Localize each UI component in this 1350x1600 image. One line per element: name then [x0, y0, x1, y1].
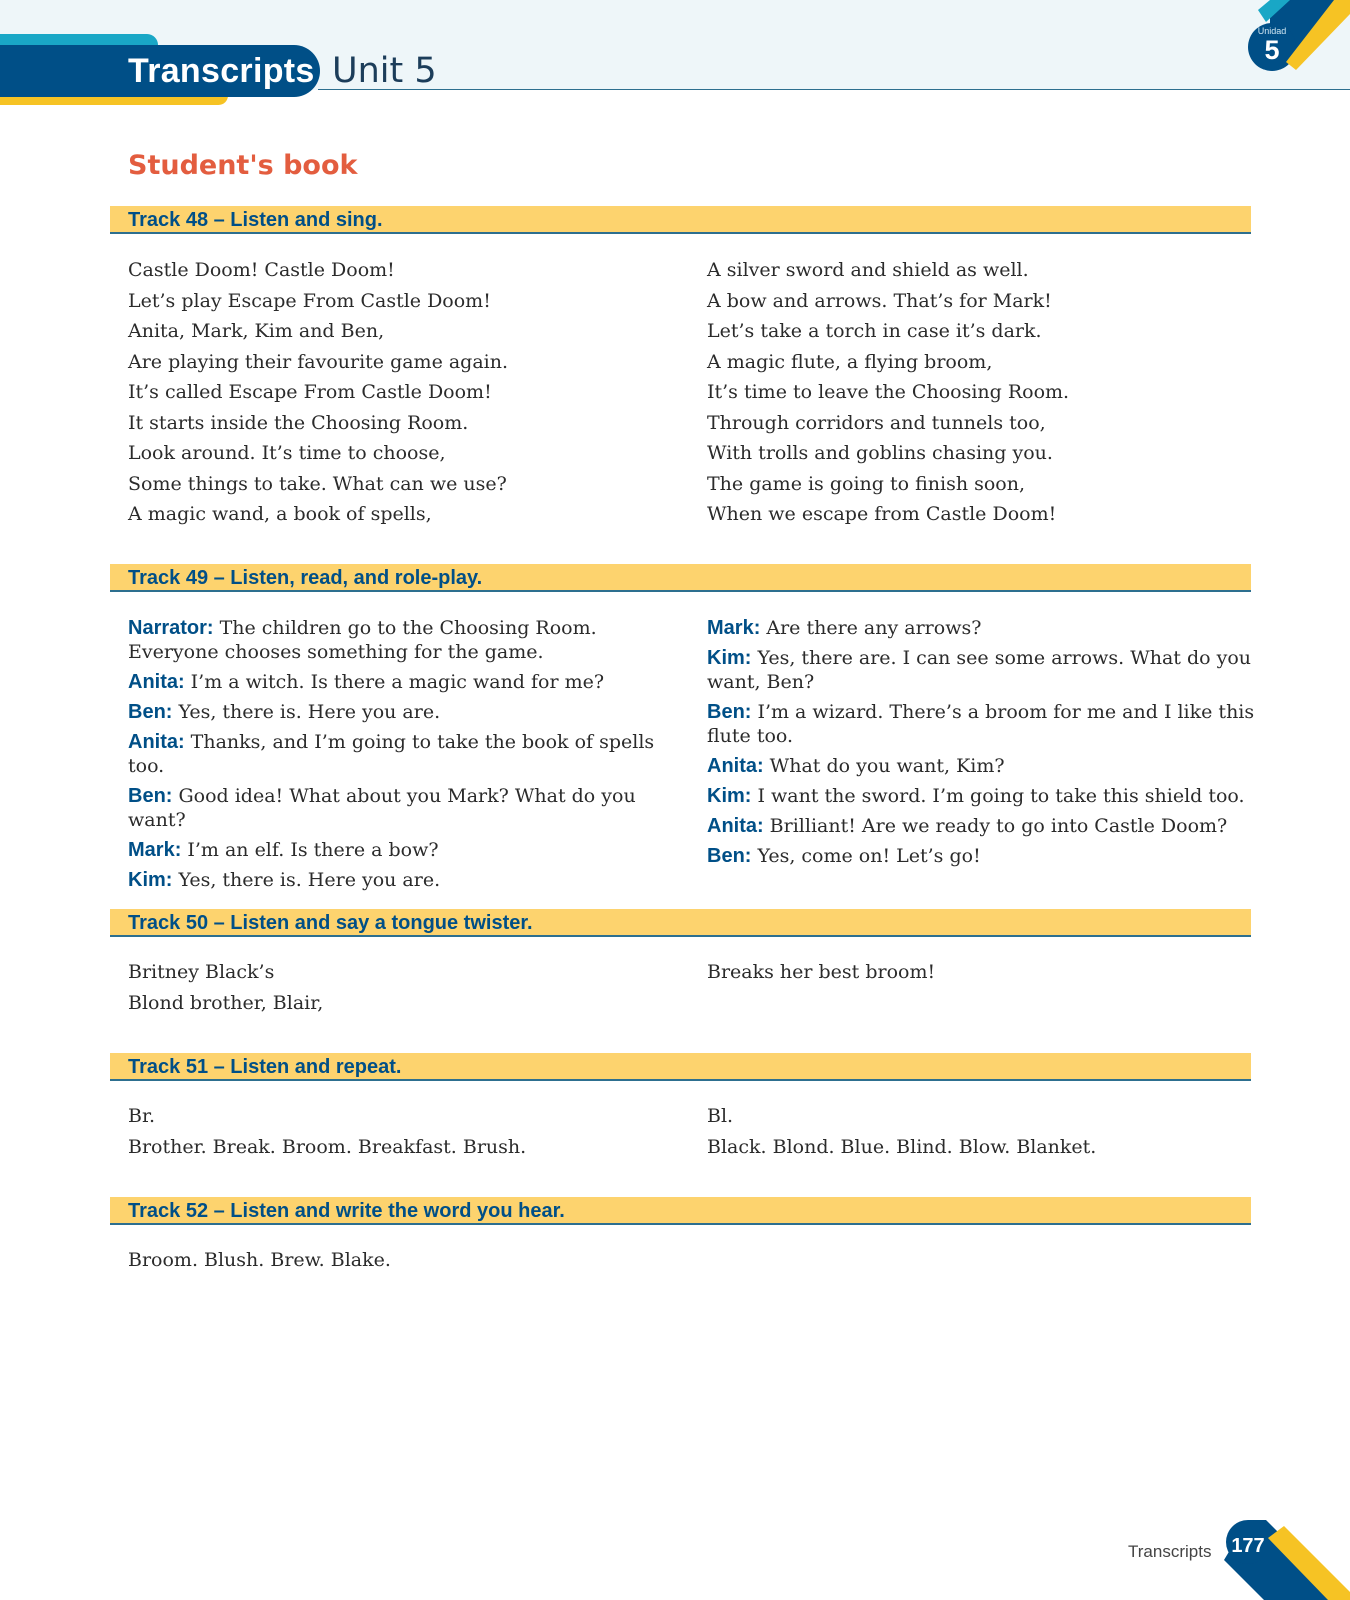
song-line: When we escape from Castle Doom!: [707, 503, 1057, 525]
page-number: 177: [1231, 1535, 1265, 1557]
track-52-left-column: [128, 1245, 688, 1276]
track-50-left-column: [128, 957, 688, 1018]
song-line: A magic wand, a book of spells,: [128, 503, 432, 525]
dialogue-text: I’m a witch. Is there a magic wand for me?: [190, 671, 605, 693]
track-51-right-column: [707, 1101, 1267, 1162]
speaker-name: Narrator:: [128, 617, 214, 639]
track-title: Track 51 – Listen and repeat.: [128, 1056, 402, 1078]
speaker-name: Kim:: [707, 647, 752, 669]
track-48-left-column: [128, 255, 688, 530]
speaker-name: Ben:: [707, 845, 752, 867]
song-line: A silver sword and shield as well.: [707, 259, 1029, 281]
song-line: Let’s take a torch in case it’s dark.: [707, 320, 1042, 342]
song-line: Some things to take. What can we use?: [128, 472, 507, 495]
dialogue-line: [707, 814, 1267, 838]
unit-corner-label: Unidad: [1257, 26, 1287, 36]
speaker-name: Anita:: [707, 755, 764, 777]
unit-title: Unit 5: [332, 51, 437, 91]
dialogue-line: [128, 670, 688, 694]
word-line: Broom. Blush. Brew. Blake.: [128, 1249, 391, 1271]
dialogue-line: [128, 868, 688, 892]
dialogue-line: [707, 700, 1267, 748]
dialogue-line: [707, 784, 1267, 808]
song-line: The game is going to finish soon,: [707, 472, 1025, 495]
song-line: It’s time to leave the Choosing Room.: [707, 381, 1070, 403]
dialogue-text: Yes, there are. I can see some arrows. What do you want, Ben?: [707, 647, 1252, 693]
page-title: Transcripts: [128, 52, 315, 90]
repeat-line: Black. Blond. Blue. Blind. Blow. Blanket.: [707, 1135, 1097, 1158]
dialogue-text: I want the sword. I’m going to take this shield too.: [757, 785, 1245, 807]
song-line: Are playing their favourite game again.: [128, 350, 509, 373]
unit-corner-number: 5: [1264, 35, 1280, 65]
dialogue-text: Yes, there is. Here you are.: [178, 701, 441, 723]
speaker-name: Ben:: [128, 785, 173, 807]
dialogue-line: [128, 700, 688, 724]
song-line: It starts inside the Choosing Room.: [128, 411, 469, 434]
dialogue-line: [128, 616, 688, 664]
unit-corner-tab: [1230, 0, 1350, 80]
track-50-right-column: [707, 957, 1267, 988]
dialogue-text: I’m an elf. Is there a bow?: [187, 839, 439, 861]
song-line: Anita, Mark, Kim and Ben,: [128, 320, 385, 342]
dialogue-text: Thanks, and I’m going to take the book of spells too.: [128, 731, 655, 777]
song-line: A bow and arrows. That’s for Mark!: [707, 289, 1052, 312]
tongue-twister-line: Breaks her best broom!: [707, 961, 936, 983]
track-48-right-column: [707, 255, 1267, 530]
section-title: Student's book: [128, 150, 358, 181]
dialogue-line: [128, 838, 688, 862]
track-49-left-column: [128, 616, 688, 898]
dialogue-text: Yes, come on! Let’s go!: [757, 845, 981, 867]
speaker-name: Anita:: [707, 815, 764, 837]
repeat-line: Bl.: [707, 1105, 734, 1127]
track-title: Track 48 – Listen and sing.: [128, 209, 383, 231]
dialogue-text: I’m a wizard. There’s a broom for me and I like this flute too.: [707, 701, 1255, 747]
speaker-name: Anita:: [128, 671, 185, 693]
dialogue-line: [128, 730, 688, 778]
speaker-name: Mark:: [128, 839, 182, 861]
track-52-header: [110, 1197, 1251, 1225]
dialogue-line: [707, 844, 1267, 868]
track-51-header: [110, 1053, 1251, 1081]
song-line: Through corridors and tunnels too,: [707, 411, 1046, 434]
tongue-twister-line: Britney Black’s: [128, 961, 275, 983]
repeat-line: Brother. Break. Broom. Breakfast. Brush.: [128, 1135, 527, 1158]
track-50-header: [110, 909, 1251, 937]
speaker-name: Ben:: [707, 701, 752, 723]
song-line: It’s called Escape From Castle Doom!: [128, 381, 492, 403]
tongue-twister-line: Blond brother, Blair,: [128, 991, 324, 1014]
track-48-header: [110, 206, 1251, 234]
footer-label: Transcripts: [1128, 1542, 1212, 1561]
song-line: Look around. It’s time to choose,: [128, 442, 446, 464]
track-title: Track 49 – Listen, read, and role-play.: [128, 567, 483, 589]
track-49-header: [110, 564, 1251, 592]
repeat-line: Br.: [128, 1105, 155, 1127]
dialogue-line: [707, 754, 1267, 778]
speaker-name: Mark:: [707, 617, 761, 639]
song-line: Let’s play Escape From Castle Doom!: [128, 289, 491, 312]
dialogue-text: Brilliant! Are we ready to go into Castle Doom?: [769, 815, 1228, 837]
dialogue-line: [707, 616, 1267, 640]
page-number-tab: [1224, 1520, 1350, 1600]
speaker-name: Anita:: [128, 731, 185, 753]
dialogue-line: [707, 646, 1267, 694]
track-title: Track 52 – Listen and write the word you hear.: [128, 1200, 565, 1222]
speaker-name: Kim:: [128, 869, 173, 891]
song-line: A magic flute, a flying broom,: [707, 350, 993, 373]
track-51-left-column: [128, 1101, 688, 1162]
track-title: Track 50 – Listen and say a tongue twister.: [128, 912, 533, 934]
dialogue-text: The children go to the Choosing Room. Everyone chooses something for the game.: [128, 617, 597, 663]
track-49-right-column: [707, 616, 1267, 874]
dialogue-line: [128, 784, 688, 832]
dialogue-text: Good idea! What about you Mark? What do you want?: [128, 785, 636, 831]
song-line: Castle Doom! Castle Doom!: [128, 259, 395, 281]
header-rule: [318, 89, 1350, 90]
dialogue-text: Yes, there is. Here you are.: [178, 869, 441, 891]
dialogue-text: What do you want, Kim?: [769, 755, 1005, 777]
speaker-name: Ben:: [128, 701, 173, 723]
dialogue-text: Are there any arrows?: [766, 617, 982, 639]
speaker-name: Kim:: [707, 785, 752, 807]
song-line: With trolls and goblins chasing you.: [707, 442, 1053, 464]
